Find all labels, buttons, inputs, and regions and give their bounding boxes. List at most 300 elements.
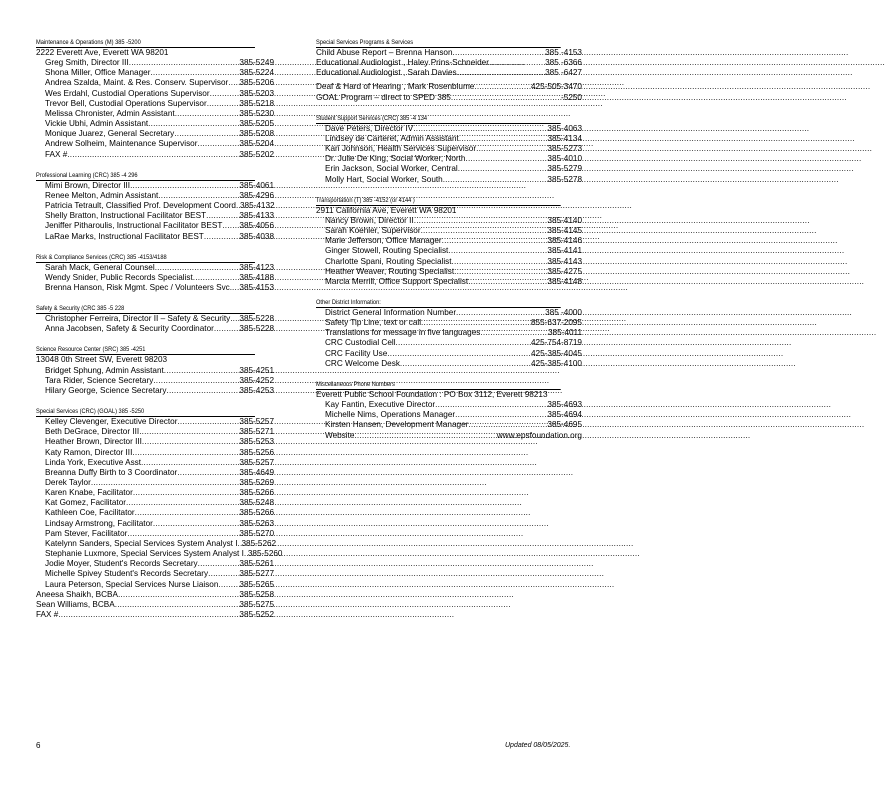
entry-phone: 385-5252 — [239, 610, 274, 620]
entry-phone: 385 -6427 — [545, 68, 582, 78]
entry-name: Michelle Spivey Student's Records Secretary — [45, 569, 209, 579]
directory-section — [316, 114, 582, 185]
left-column — [36, 38, 283, 631]
entry-phone: 385-5218 — [239, 98, 274, 108]
entry-phone: 385-4056 — [239, 221, 274, 231]
directory-entry — [36, 427, 274, 437]
directory-entry — [316, 277, 582, 287]
directory-entry — [36, 221, 274, 231]
entry-name: Deaf & Hard of Hearing , Mark Rosenblume — [316, 82, 475, 92]
entry-name: Lindsay Armstrong, Facilitator — [45, 518, 153, 528]
directory-entry — [316, 216, 582, 226]
section-header: Miscellaneous Phone Numbers — [316, 380, 561, 390]
entry-phone: 385-5265 — [239, 579, 274, 589]
entry-phone: 385-5205 — [239, 119, 274, 129]
entry-phone: 385-5269 — [239, 478, 274, 487]
dot-leader — [175, 109, 240, 119]
directory-entry — [36, 437, 274, 447]
entry-phone: 385-4061 — [239, 180, 274, 190]
directory-entry — [316, 328, 582, 338]
entry-name: Karen Knabe, Facilitator — [45, 488, 133, 498]
directory-entry — [36, 590, 274, 600]
directory-entry — [316, 390, 582, 400]
directory-entry — [36, 610, 274, 620]
dot-leader — [400, 359, 531, 369]
dot-leader — [58, 610, 239, 620]
directory-entry — [36, 417, 274, 427]
directory-entry — [36, 181, 274, 191]
directory-entry — [316, 308, 582, 318]
directory-entry — [36, 488, 274, 498]
entry-phone: 385-4693 — [547, 400, 582, 410]
dot-leader — [396, 338, 531, 348]
directory-entry — [36, 232, 274, 242]
directory-entry — [36, 68, 274, 78]
entry-phone: 385-4132 — [239, 201, 275, 211]
entry-phone: 385-4153 — [239, 282, 274, 292]
dot-leader — [129, 58, 240, 68]
dot-leader — [197, 139, 239, 149]
directory-entry — [316, 82, 582, 92]
entry-phone: -5250 — [561, 92, 582, 102]
entry-phone: 385-4694 — [547, 410, 582, 420]
directory-section — [36, 253, 274, 293]
entry-phone[interactable]: www.epsfoundation.org — [496, 430, 582, 440]
dot-leader — [132, 448, 239, 458]
entry-phone: 385-5266 — [239, 508, 274, 518]
dot-leader — [455, 410, 547, 420]
entry-name: Anna Jacobsen, Safety & Security Coordinator — [45, 324, 214, 334]
section-header: Safety & Security (CRC 385 -5 228 — [36, 304, 255, 314]
dot-leader — [135, 508, 240, 518]
directory-entry — [36, 366, 274, 376]
entry-name: FAX # — [45, 149, 68, 159]
directory-entry — [36, 119, 274, 129]
directory-entry — [316, 124, 582, 134]
entry-phone: 385-4143 — [547, 256, 582, 266]
dot-leader — [228, 78, 239, 88]
entry-name: Nancy Brown, Director II — [325, 215, 414, 225]
dot-leader — [218, 580, 239, 590]
entry-name: Kay Fantin, Executive Director — [325, 400, 436, 410]
directory-entry — [316, 431, 582, 441]
directory-entry — [36, 150, 274, 160]
entry-name: Christopher Ferreira, Director II – Safety & Security — [45, 314, 231, 324]
entry-name: Wes Erdahl, Custodial Operations Supervisor — [45, 88, 210, 98]
entry-phone: 385-5230 — [239, 108, 274, 118]
dot-leader — [139, 427, 239, 437]
entry-phone: 385-5253 — [239, 437, 274, 447]
directory-section — [36, 304, 274, 334]
entry-phone: 385-5266 — [239, 488, 274, 498]
directory-entry — [36, 468, 274, 478]
section-header: Professional Learning (CRC) 385 -4 296 — [36, 171, 255, 181]
directory-entry — [36, 519, 274, 529]
entry-phone: 385-5204 — [239, 139, 274, 149]
entry-phone: 385-5224 — [239, 68, 274, 78]
entry-phone: 385-5257 — [239, 417, 274, 427]
directory-entry — [36, 569, 274, 579]
entry-name: Beth DeGrace, Director III — [45, 427, 140, 437]
entry-phone: 385-4011 — [548, 328, 582, 338]
directory-entry — [36, 386, 274, 396]
entry-phone: 385-5258 — [239, 589, 274, 599]
dot-leader — [451, 93, 561, 103]
entry-name: Kat Gomez, Facilitator — [45, 498, 126, 508]
section-header: Special Services (CRC) (GOAL) 385 -5250 — [36, 407, 255, 417]
entry-phone: 385-5257 — [239, 457, 274, 467]
entry-name: Jeniffer Pitharoulis, Instructional Facilitator BEST — [45, 221, 223, 231]
dot-leader — [130, 181, 239, 191]
dot-leader — [164, 366, 240, 376]
entry-phone: 385-5256 — [239, 447, 274, 457]
right-column — [316, 38, 582, 452]
entry-phone: 385-5278 — [547, 174, 582, 184]
directory-section — [316, 196, 582, 287]
entry-name: Lindsey de Carteret, Admin Assistant — [325, 133, 459, 143]
entry-phone: 385-4148 — [547, 276, 582, 286]
directory-entry — [316, 267, 582, 277]
entry-name: Bridget Sphung, Admin Assistant — [45, 365, 164, 375]
entry-name: Marie Jefferson, Office Manager — [325, 236, 442, 246]
entry-name: Sarah Mack, General Counsel — [45, 262, 155, 272]
directory-entry — [36, 58, 274, 68]
directory-entry — [316, 68, 582, 78]
dot-leader — [468, 420, 547, 430]
section-header: Special Services Programs & Services — [316, 38, 561, 48]
entry-phone: 385-5208 — [239, 129, 274, 139]
dot-leader — [230, 314, 239, 324]
entry-phone: 385-5275 — [239, 599, 274, 609]
dot-leader — [158, 191, 239, 201]
dot-leader — [452, 257, 548, 267]
entry-name: Kirsten Hansen, Development Manager — [325, 420, 469, 430]
directory-entry — [316, 257, 582, 267]
directory-section — [36, 407, 283, 620]
dot-leader — [153, 519, 240, 529]
entry-name: Derek Taylor — [45, 478, 91, 487]
directory-entry — [316, 154, 582, 164]
dot-leader — [115, 600, 240, 610]
entry-name: Aneesa Shaikh, BCBA — [36, 589, 118, 599]
directory-entry — [36, 478, 274, 488]
dot-leader — [458, 164, 548, 174]
directory-entry — [316, 144, 582, 154]
dot-leader — [453, 48, 546, 58]
address-line: 13048 0th Street SW, Everett 98203 — [36, 355, 168, 365]
dot-leader — [232, 283, 239, 293]
entry-name: Stephanie Luxmore, Special Services System Analyst I — [45, 549, 244, 559]
entry-phone: 385-5271 — [239, 427, 274, 437]
dot-leader — [141, 458, 239, 468]
directory-entry — [36, 376, 274, 386]
dot-leader — [118, 590, 239, 600]
entry-name: Child Abuse Report – Brenna Hanson — [316, 48, 453, 57]
entry-name: Ginger Stowell, Routing Specialist — [325, 246, 449, 256]
dot-leader — [435, 400, 547, 410]
entry-name: LaRae Marks, Instructional Facilitator BEST — [45, 231, 204, 241]
entry-name: GOAL Program – direct to SPED 385 — [316, 92, 451, 102]
dot-leader — [208, 569, 239, 579]
entry-name: Vickie Ubhi, Admin Assistant — [45, 119, 149, 129]
entry-name: Educational Audiologist , Sarah Davies — [316, 68, 457, 78]
entry-name: Heather Brown, Director III — [45, 437, 142, 447]
entry-name: Everett Public School Foundation : PO Box 3112, Everett 98213 — [316, 389, 548, 399]
dot-leader — [67, 150, 239, 160]
directory-entry — [36, 139, 274, 149]
entry-name: FAX # — [36, 610, 59, 620]
entry-phone: 385 -4000 — [545, 307, 582, 317]
dot-leader — [207, 99, 240, 109]
directory-entry — [36, 99, 274, 109]
entry-name: Erin Jackson, Social Worker, Central — [325, 164, 458, 174]
entry-name: Shona Miller, Office Manager — [45, 68, 151, 78]
dot-leader — [442, 236, 548, 246]
entry-phone: 385-4063 — [547, 123, 582, 133]
entry-phone: 385-5203 — [239, 88, 274, 98]
directory-entry — [316, 349, 582, 359]
entry-name: Sean Williams, BCBA — [36, 599, 115, 609]
entry-phone: 385-4695 — [547, 420, 582, 430]
entry-phone: 385-4123 — [239, 262, 274, 272]
directory-entry — [36, 129, 274, 139]
dot-leader — [193, 273, 240, 283]
entry-phone: 385-5270 — [239, 528, 274, 538]
directory-entry — [316, 58, 582, 68]
directory-entry — [36, 448, 274, 458]
directory-entry — [36, 580, 274, 590]
entry-phone: 385-4275 — [547, 266, 582, 276]
dot-leader — [421, 318, 531, 328]
entry-phone: 385-4188 — [239, 272, 274, 282]
entry-name: Jodie Moyer, Student's Records Secretary — [45, 559, 198, 569]
dot-leader — [222, 221, 239, 231]
directory-entry — [316, 338, 582, 348]
entry-phone: 385-4251 — [239, 365, 274, 375]
dot-leader — [126, 498, 239, 508]
dot-leader — [204, 232, 240, 242]
dot-leader — [489, 58, 545, 68]
directory-section — [36, 345, 274, 396]
entry-phone: 385-5202 — [239, 149, 274, 159]
entry-name: Kari Johnson, Health Services Supervisor — [325, 144, 477, 154]
dot-leader — [210, 89, 240, 99]
section-header: Maintenance & Operations (M) 385 -5200 — [36, 38, 255, 48]
directory-entry — [316, 410, 582, 420]
dot-leader — [476, 144, 547, 154]
entry-name: Renee Melton, Admin Assistant — [45, 190, 159, 200]
dot-leader — [206, 211, 239, 221]
entry-phone: 385-4649 — [239, 467, 274, 477]
dot-leader — [421, 226, 548, 236]
dot-leader — [214, 324, 240, 334]
dot-leader — [142, 437, 239, 447]
dot-leader — [153, 376, 239, 386]
directory-entry — [36, 273, 274, 283]
entry-phone: 385-5262 — [241, 538, 277, 548]
dot-leader — [133, 488, 240, 498]
section-header: Science Resource Center (SRC) 385 -4251 — [36, 345, 255, 355]
dot-leader — [177, 417, 239, 427]
entry-name: Trevor Bell, Custodial Operations Supervisor — [45, 98, 207, 108]
entry-name: Patricia Tetrault, Classified Prof. Development Coord — [45, 201, 236, 211]
entry-phone: 385-5248 — [239, 498, 274, 508]
entry-name: Andrew Solheim, Maintenance Supervisor — [45, 139, 198, 149]
directory-entry — [316, 318, 582, 328]
dot-leader — [177, 468, 239, 478]
entry-phone: 385-4146 — [547, 236, 582, 246]
entry-name: Molly Hart, Social Worker, South — [325, 174, 443, 184]
dot-leader — [150, 68, 239, 78]
section-header: Student Support Services (CRC) 385 -4 134 — [316, 114, 561, 124]
dot-leader — [155, 263, 240, 273]
entry-phone: 385-5249 — [239, 58, 274, 68]
directory-entry — [36, 600, 274, 610]
entry-phone: 385-5206 — [239, 78, 274, 88]
directory-section — [316, 380, 582, 441]
updated-date: Updated 08/05/2025. — [505, 742, 571, 749]
directory-section — [36, 38, 274, 160]
dot-leader — [127, 529, 239, 539]
address-line: 2911 California Ave, Everett WA 98201 — [316, 205, 457, 215]
directory-entry — [316, 236, 582, 246]
dot-leader — [465, 154, 547, 164]
directory-entry — [316, 359, 582, 369]
directory-entry — [36, 498, 274, 508]
directory-entry — [36, 314, 274, 324]
entry-name: Mimi Brown, Director III — [45, 180, 131, 190]
dot-leader — [474, 82, 531, 92]
entry-phone: 385-5260 — [247, 549, 283, 559]
directory-entry — [316, 175, 582, 185]
dot-leader — [480, 328, 548, 338]
entry-name: Katy Ramon, Director III — [45, 447, 133, 457]
dot-leader — [91, 478, 240, 488]
dot-leader — [448, 246, 547, 256]
entry-phone: 385-5279 — [547, 164, 582, 174]
entry-phone: 385-5273 — [547, 144, 582, 154]
entry-name: Charlotte Spani, Routing Specialist — [325, 256, 452, 266]
section-header: Transportation (T) 385 -4152 (or 4144 ) — [316, 196, 561, 206]
entry-phone: 385-4010 — [547, 154, 582, 164]
directory-entry — [316, 246, 582, 256]
entry-name: Marcia Merrill, Office Support Specialist — [325, 276, 469, 286]
directory-entry — [316, 400, 582, 410]
entry-name: Brenna Hanson, Risk Mgmt. Spec / Volunteers Svc. — [45, 282, 233, 292]
directory-entry — [36, 559, 274, 569]
entry-phone: 385-4145 — [547, 226, 582, 236]
dot-leader — [456, 308, 545, 318]
entry-name: Monique Juarez, General Secretary — [45, 129, 175, 139]
entry-phone: 425-505-3470 — [531, 82, 582, 92]
entry-phone: 385-4252 — [239, 375, 274, 385]
directory-entry — [316, 134, 582, 144]
dot-leader — [413, 124, 547, 134]
entry-name: Laura Peterson, Special Services Nurse Liaison — [45, 579, 219, 589]
directory-entry — [316, 93, 582, 103]
dot-leader — [354, 431, 496, 441]
entry-name: Katelynn Sanders, Special Services System Analyst I — [45, 538, 238, 548]
entry-name: Translations for message in five languages — [325, 328, 481, 338]
directory-section — [316, 298, 582, 369]
entry-phone: 385-5263 — [239, 518, 274, 528]
entry-name: Shelly Bratton, Instructional Facilitator BEST — [45, 211, 207, 221]
directory-entry — [36, 201, 274, 211]
directory-entry — [36, 508, 274, 518]
entry-name: Website — [325, 430, 355, 440]
entry-name: Sarah Koehler, Supervisor — [325, 226, 421, 236]
dot-leader — [174, 129, 239, 139]
entry-name: Kelley Clevenger, Executive Director — [45, 417, 178, 427]
directory-entry — [36, 89, 274, 99]
dot-leader — [443, 175, 548, 185]
entry-name: Breanna Duffy Birth to 3 Coordinator — [45, 467, 178, 477]
directory-entry — [316, 226, 582, 236]
section-header: Other District Information: — [316, 298, 561, 308]
entry-phone: 425-385-4100 — [531, 358, 582, 368]
directory-entry — [36, 458, 274, 468]
entry-phone: 855-637-2095 — [531, 318, 582, 328]
directory-entry — [36, 263, 274, 273]
directory-entry — [36, 191, 274, 201]
dot-leader — [167, 386, 240, 396]
entry-name: Wendy Snider, Public Records Specialist — [45, 272, 193, 282]
entry-name: Michelle Nims, Operations Manager — [325, 410, 456, 420]
dot-leader — [468, 277, 547, 287]
entry-phone: 385-4038 — [239, 231, 274, 241]
page-number: 6 — [36, 741, 41, 750]
entry-phone: 385-4296 — [239, 190, 274, 200]
directory-entry — [36, 283, 274, 293]
directory-entry — [36, 538, 277, 549]
entry-name: Linda York, Executive Asst — [45, 457, 142, 467]
entry-name: CRC Facility Use — [325, 348, 388, 358]
directory-entry — [36, 529, 274, 539]
dot-leader — [459, 134, 548, 144]
dot-leader — [387, 349, 531, 359]
entry-name: Heather Weaver, Routing Specialist — [325, 266, 455, 276]
entry-phone: 385-4141 — [547, 246, 582, 256]
entry-phone: 425-754-8719 — [531, 338, 582, 348]
entry-phone: 385-5228 — [239, 324, 274, 334]
entry-phone: 385-4133 — [239, 211, 274, 221]
entry-phone: 385-5277 — [239, 569, 274, 579]
directory-entry — [316, 164, 582, 174]
directory-entry — [36, 211, 274, 221]
dot-leader — [454, 267, 547, 277]
directory-entry — [36, 324, 274, 334]
entry-name: Educational Audiologist , Haley Prins-Schneider — [316, 58, 489, 68]
dot-leader — [457, 68, 545, 78]
entry-name: Kathleen Coe, Facilitator — [45, 508, 135, 518]
entry-name: Safety Tip Line, text or call — [325, 318, 422, 328]
entry-name: Melissa Chronister, Admin Assistant — [45, 108, 175, 118]
entry-phone: 385-5228 — [239, 314, 274, 324]
entry-phone: 385-4253 — [239, 385, 274, 395]
directory-section — [316, 38, 582, 103]
entry-name: Dave Peters, Director IV — [325, 123, 414, 133]
entry-name: Hilary George, Science Secretary — [45, 385, 167, 395]
directory-entry — [316, 48, 582, 58]
directory-entry — [36, 78, 274, 88]
directory-section — [36, 171, 274, 242]
dot-leader — [148, 119, 239, 129]
entry-phone: 385 -6366 — [545, 58, 582, 68]
directory-entry — [36, 109, 274, 119]
entry-phone: 425-385-4045 — [531, 348, 582, 358]
directory-entry — [36, 549, 283, 559]
entry-phone: 385-5261 — [239, 559, 274, 569]
